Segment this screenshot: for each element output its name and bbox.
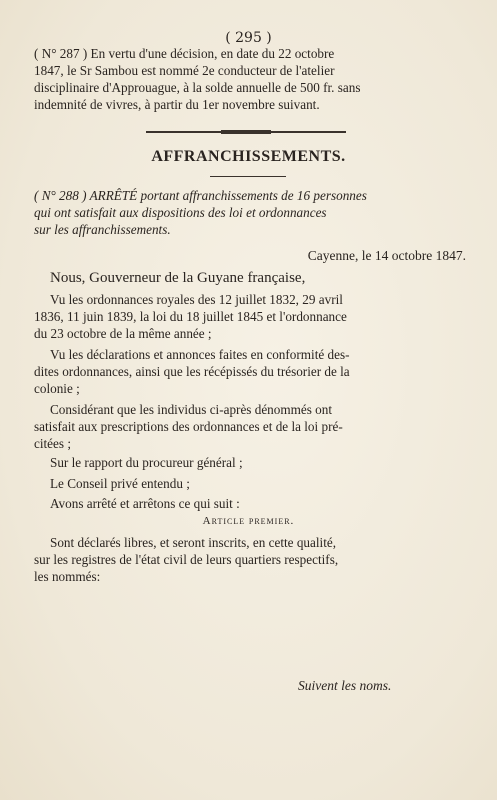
decision-paragraph [34, 45, 466, 113]
section-heading: AFFRANCHISSEMENTS. [151, 148, 346, 165]
arrete-title [34, 187, 466, 238]
vu-line: Vu les déclarations et annonces faites en conformité des- [50, 347, 350, 362]
page-number: ( 295 ) [225, 30, 272, 46]
decision-line: disciplinaire d'Approuague, à la solde annuelle de 500 fr. sans [34, 80, 361, 95]
declares-line: sur les registres de l'état civil de leurs quartiers respectifs, [34, 552, 339, 567]
rapport-line: Sur le rapport du procureur général ; [50, 455, 243, 470]
decision-line: indemnité de vivres, à partir du 1er novembre suivant. [34, 97, 320, 112]
decision-line: ( N° 287 ) En vertu d'une décision, en date du 22 octobre [34, 46, 335, 61]
considerant-line: Considérant que les individus ci-après dénommés ont [50, 402, 333, 417]
article-heading: Article premier. [202, 515, 295, 527]
suivent-noms: Suivent les noms. [298, 678, 392, 693]
declares-line: les nommés: [34, 569, 101, 584]
declares-line: Sont déclarés libres, et seront inscrits, en cette qualité, [50, 535, 337, 550]
arrete-line: qui ont satisfait aux dispositions des loi et ordonnances [34, 205, 327, 220]
vu-ordonnances-paragraph [34, 291, 466, 342]
avons-line: Avons arrêté et arrêtons ce qui suit : [50, 496, 240, 511]
section-divider [146, 131, 346, 133]
considerant-paragraph [34, 401, 466, 452]
arrete-line: ( N° 288 ) ARRÊTÉ portant affranchissements de 16 personnes [34, 188, 367, 203]
vu-line: colonie ; [34, 381, 80, 396]
heading-underline [210, 176, 286, 177]
considerant-line: citées ; [34, 436, 71, 451]
vu-declarations-paragraph [34, 346, 466, 397]
considerant-line: satisfait aux prescriptions des ordonnances et de la loi pré- [34, 419, 343, 434]
vu-line: 1836, 11 juin 1839, la loi du 18 juillet 1845 et l'ordonnance [34, 309, 347, 324]
vu-line: dites ordonnances, ainsi que les récépissés du trésorier de la [34, 364, 350, 379]
vu-line: du 23 octobre de la même année ; [34, 326, 212, 341]
vu-line: Vu les ordonnances royales des 12 juillet 1832, 29 avril [50, 292, 343, 307]
arrete-line: sur les affranchissements. [34, 222, 171, 237]
declares-paragraph [34, 534, 466, 585]
conseil-line: Le Conseil privé entendu ; [50, 476, 190, 491]
governor-line: Nous, Gouverneur de la Guyane française, [50, 270, 306, 286]
decision-line: 1847, le Sr Sambou est nommé 2e conducteur de l'atelier [34, 63, 335, 78]
arrete-date: Cayenne, le 14 octobre 1847. [307, 248, 466, 263]
